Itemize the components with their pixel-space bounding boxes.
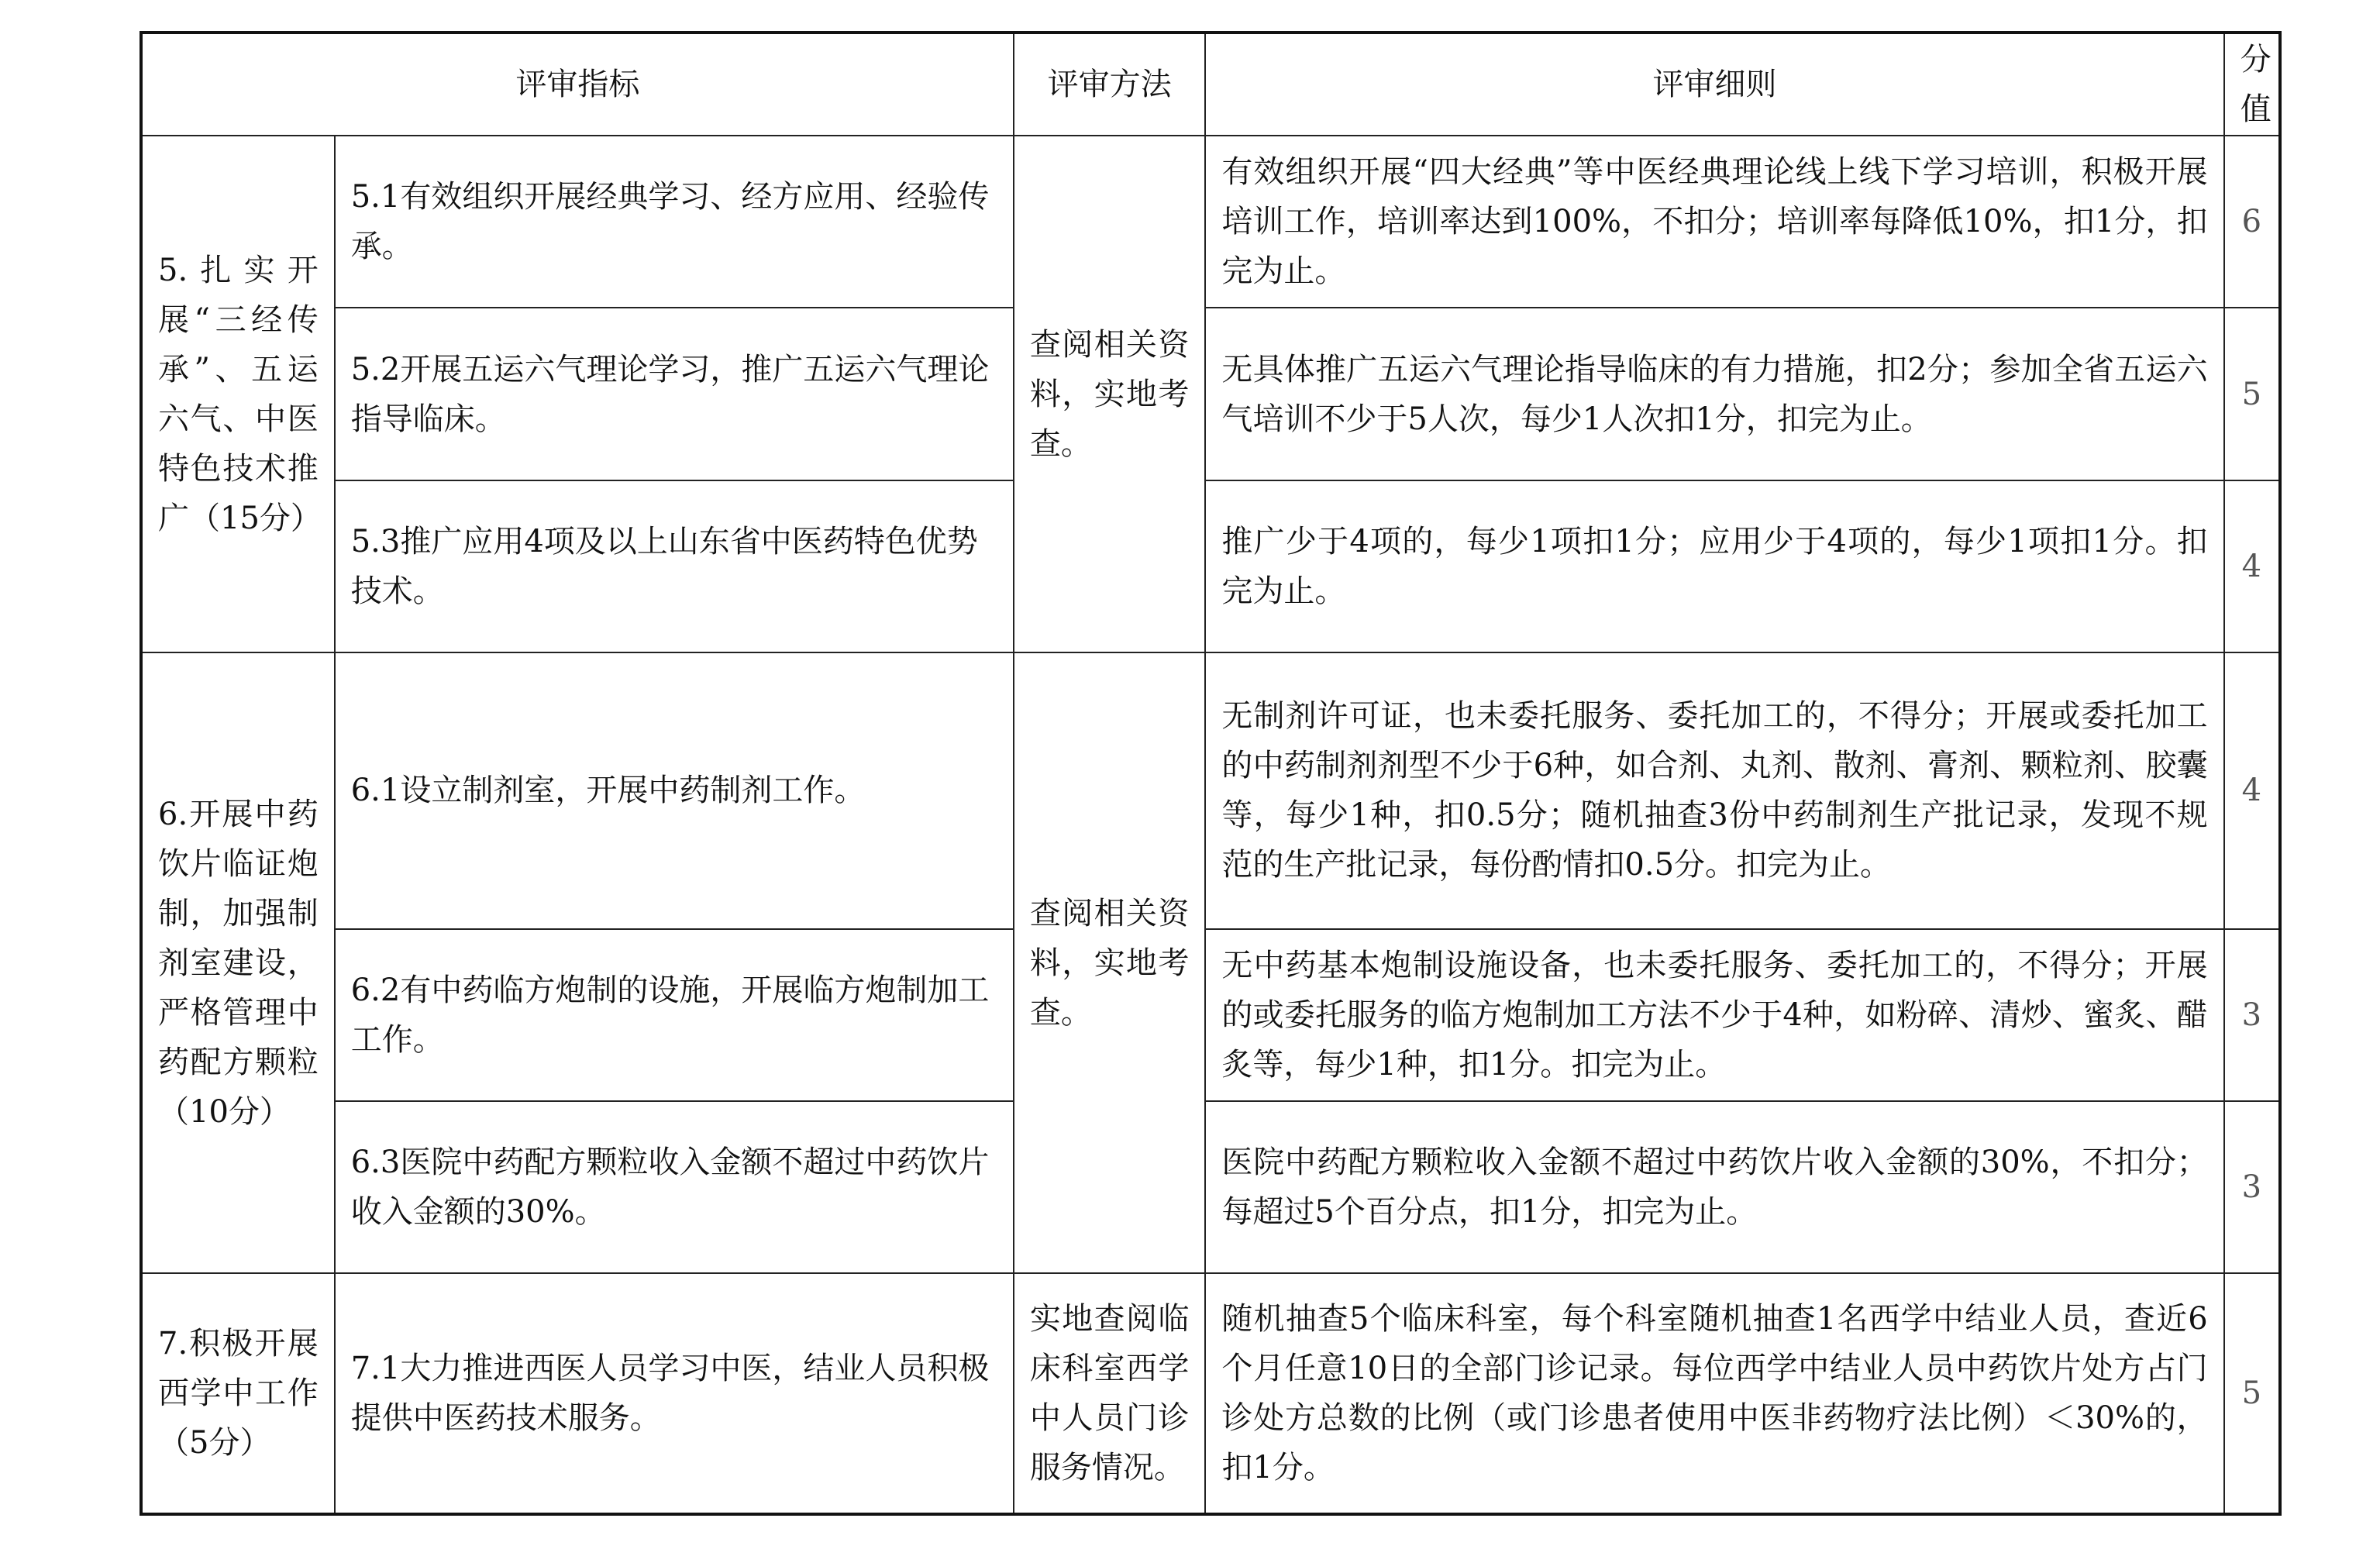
table-row: [141, 480, 2280, 652]
indicator-cell: 7.1大力推进西医人员学习中医，结业人员积极提供中医药技术服务。: [335, 1273, 1014, 1514]
method-cell: 查阅相关资料，实地考查。: [1014, 136, 1206, 652]
details-cell: 医院中药配方颗粒收入金额不超过中药饮片收入金额的30%，不扣分；每超过5个百分点，扣1分，扣完为止。: [1205, 1101, 2223, 1273]
indicator-cell: 5.3推广应用4项及以上山东省中医药特色优势技术。: [335, 480, 1014, 652]
table-row: [141, 1101, 2280, 1273]
review-criteria-table: [139, 31, 2282, 1516]
details-cell: 推广少于4项的，每少1项扣1分；应用少于4项的，每少1项扣1分。扣完为止。: [1205, 480, 2223, 652]
header-method: 评审方法: [1014, 33, 1206, 136]
table-row: [141, 1273, 2280, 1514]
score-cell: 5: [2224, 308, 2280, 480]
header-score: 分值: [2224, 33, 2280, 136]
category-cell: 5.扎实开展“三经传承”、五运六气、中医特色技术推广（15分）: [141, 136, 335, 652]
indicator-cell: 6.1设立制剂室，开展中药制剂工作。: [335, 652, 1014, 929]
details-cell: 随机抽查5个临床科室，每个科室随机抽查1名西学中结业人员，查近6个月任意10日的全部门诊记录。每位西学中结业人员中药饮片处方占门诊处方总数的比例（或门诊患者使用中医非药物疗法比例）＜30%的，扣1分。: [1205, 1273, 2223, 1514]
category-cell: 6.开展中药饮片临证炮制，加强制剂室建设，严格管理中药配方颗粒（10分）: [141, 652, 335, 1273]
table-row: [141, 652, 2280, 929]
score-cell: 3: [2224, 929, 2280, 1101]
score-cell: 4: [2224, 480, 2280, 652]
method-cell: 实地查阅临床科室西学中人员门诊服务情况。: [1014, 1273, 1206, 1514]
table-row: [141, 308, 2280, 480]
indicator-cell: 6.3医院中药配方颗粒收入金额不超过中药饮片收入金额的30%。: [335, 1101, 1014, 1273]
details-cell: 无中药基本炮制设施设备，也未委托服务、委托加工的，不得分；开展的或委托服务的临方炮制加工方法不少于4种，如粉碎、清炒、蜜炙、醋炙等，每少1种，扣1分。扣完为止。: [1205, 929, 2223, 1101]
indicator-cell: 5.1有效组织开展经典学习、经方应用、经验传承。: [335, 136, 1014, 308]
score-cell: 3: [2224, 1101, 2280, 1273]
method-cell: 查阅相关资料，实地考查。: [1014, 652, 1206, 1273]
indicator-cell: 6.2有中药临方炮制的设施，开展临方炮制加工工作。: [335, 929, 1014, 1101]
details-cell: 无制剂许可证，也未委托服务、委托加工的，不得分；开展或委托加工的中药制剂剂型不少于6种，如合剂、丸剂、散剂、膏剂、颗粒剂、胶囊等，每少1种，扣0.5分；随机抽查3份中药制剂生产批记录，发现不规范的生产批记录，每份酌情扣0.5分。扣完为止。: [1205, 652, 2223, 929]
details-cell: 有效组织开展“四大经典”等中医经典理论线上线下学习培训，积极开展培训工作，培训率达到100%，不扣分；培训率每降低10%，扣1分，扣完为止。: [1205, 136, 2223, 308]
score-cell: 5: [2224, 1273, 2280, 1514]
score-cell: 4: [2224, 652, 2280, 929]
details-cell: 无具体推广五运六气理论指导临床的有力措施，扣2分；参加全省五运六气培训不少于5人次，每少1人次扣1分，扣完为止。: [1205, 308, 2223, 480]
header-indicator: 评审指标: [141, 33, 1014, 136]
category-cell: 7.积极开展西学中工作（5分）: [141, 1273, 335, 1514]
table-row: [141, 929, 2280, 1101]
header-row: [141, 33, 2280, 136]
table-row: [141, 136, 2280, 308]
indicator-cell: 5.2开展五运六气理论学习，推广五运六气理论指导临床。: [335, 308, 1014, 480]
score-cell: 6: [2224, 136, 2280, 308]
header-details: 评审细则: [1205, 33, 2223, 136]
